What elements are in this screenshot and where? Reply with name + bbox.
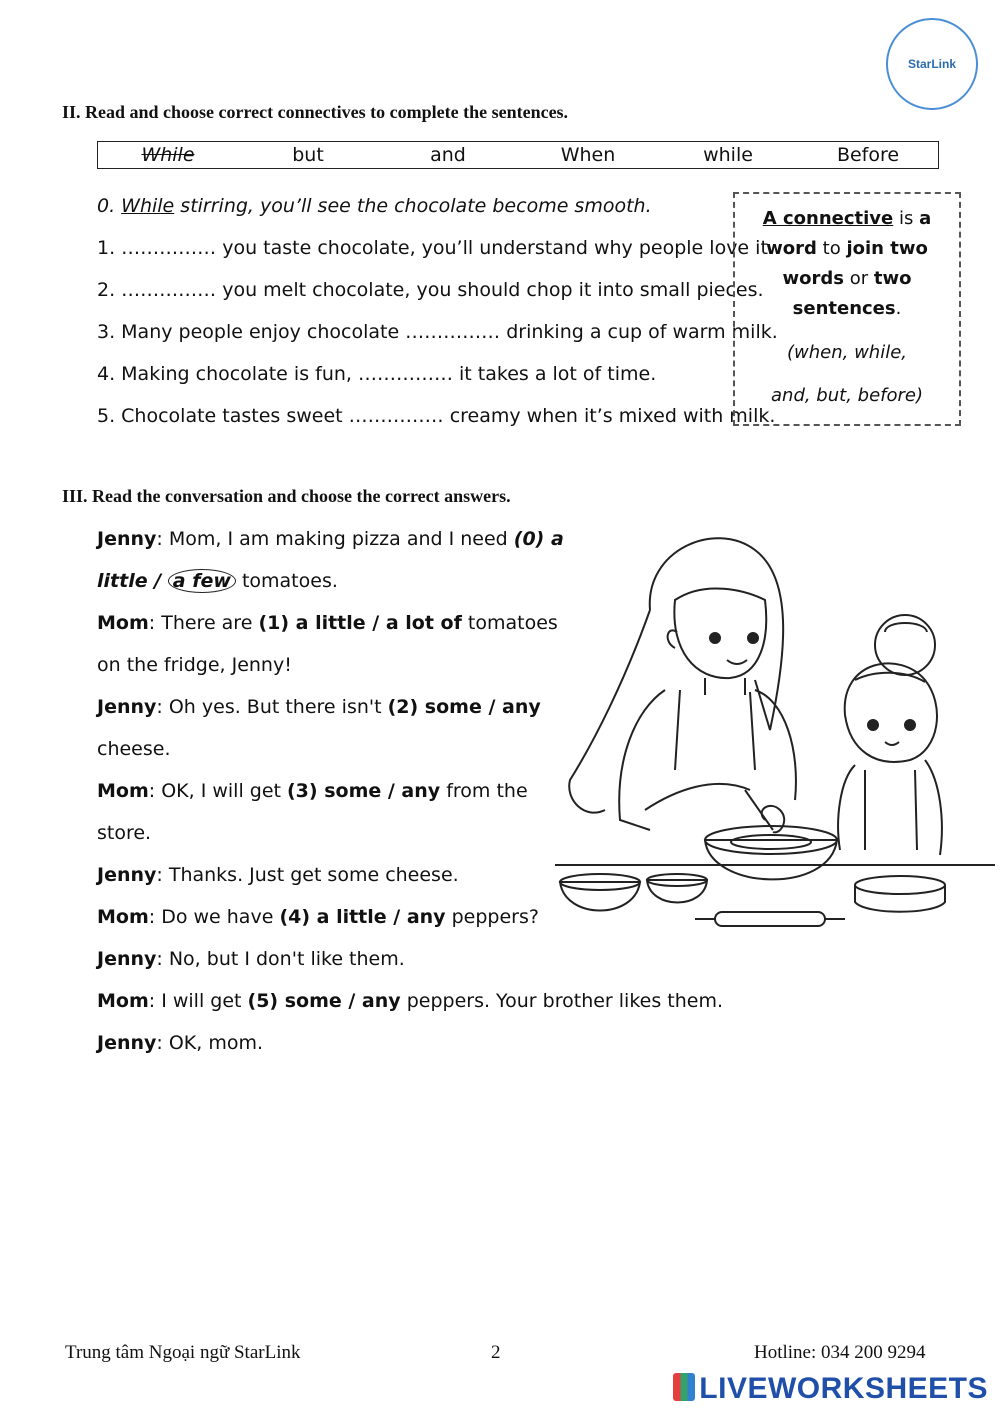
dialogue-line: [97, 570, 338, 592]
line-text: : Thanks. Just get some cheese.: [156, 864, 459, 886]
speaker-name: Mom: [97, 612, 149, 634]
page-number: 2: [491, 1342, 501, 1363]
footer-hotline: Hotline: 034 200 9294: [754, 1342, 926, 1363]
line-text: tomatoes: [461, 612, 558, 634]
circled-answer: a few: [168, 569, 236, 593]
choice-text: (0) a: [513, 528, 564, 550]
liveworksheets-icon: [673, 1373, 695, 1401]
line-text: peppers?: [445, 906, 539, 928]
line-text: from the: [440, 780, 528, 802]
note-term: A connective: [762, 208, 894, 229]
dialogue-line: [97, 1032, 263, 1054]
word-bank-item: When: [560, 144, 616, 166]
starlink-logo: [886, 18, 978, 110]
note-text: to: [816, 238, 847, 259]
section-2-heading: II. Read and choose correct connectives to complete the sentences.: [62, 102, 569, 122]
word-bank-item: Before: [836, 144, 900, 166]
note-examples-2: and, but, before): [771, 385, 923, 406]
note-definition: [735, 204, 959, 324]
sentence-5[interactable]: 5. Chocolate tastes sweet …………… creamy when it’s mixed with milk.: [97, 405, 776, 427]
line-text: : I will get: [148, 990, 248, 1012]
liveworksheets-logo: [673, 1372, 988, 1406]
line-text: : There are: [148, 612, 259, 634]
example-sentence: [97, 195, 652, 217]
note-text: or: [844, 268, 874, 289]
word-bank-item: but: [292, 144, 324, 166]
choice-4[interactable]: (4) a little / any: [279, 906, 446, 928]
dialogue-line: [97, 612, 558, 634]
note-bold: join two words: [782, 238, 928, 289]
footer-center-name: Trung tâm Ngoại ngữ StarLink: [65, 1342, 301, 1363]
dialogue-line: [97, 990, 723, 1012]
word-bank-item: while: [703, 144, 753, 166]
dialogue-line: [97, 780, 528, 802]
speaker-name: Mom: [97, 780, 149, 802]
example-number: 0.: [97, 195, 122, 217]
note-text: is: [893, 208, 920, 229]
sentence-3[interactable]: 3. Many people enjoy chocolate …………… drinking a cup of warm milk.: [97, 321, 778, 343]
choice-2[interactable]: (2) some / any: [387, 696, 541, 718]
dialogue-line: cheese.: [97, 738, 171, 760]
word-bank-item: and: [430, 144, 466, 166]
word-bank-item: While: [141, 144, 195, 166]
cooking-illustration: [555, 520, 995, 940]
speaker-name: Jenny: [97, 1032, 157, 1054]
line-text: peppers. Your brother likes them.: [400, 990, 724, 1012]
note-bold: a word: [766, 208, 932, 259]
line-text: : Do we have: [148, 906, 280, 928]
sentence-4[interactable]: 4. Making chocolate is fun, …………… it takes a lot of time.: [97, 363, 657, 385]
note-examples: (when, while,: [786, 342, 907, 363]
dialogue-line: [97, 906, 539, 928]
choice-text: little /: [97, 570, 168, 592]
line-text: tomatoes.: [235, 570, 338, 592]
sentence-1[interactable]: 1. …………… you taste chocolate, you’ll understand why people love it.: [97, 237, 774, 259]
line-text: : OK, I will get: [148, 780, 287, 802]
dialogue-line: [97, 528, 564, 550]
word-bank: [97, 141, 939, 169]
example-answer: While: [121, 195, 175, 217]
line-text: : OK, mom.: [156, 1032, 264, 1054]
dialogue-line: [97, 864, 459, 886]
line-text: : No, but I don't like them.: [156, 948, 405, 970]
dialogue-line: [97, 696, 541, 718]
liveworksheets-text: LIVEWORKSHEETS: [699, 1372, 988, 1405]
connective-note-box: [733, 192, 961, 426]
logo-text: StarLink: [907, 57, 956, 71]
speaker-name: Jenny: [97, 948, 157, 970]
line-text: : Oh yes. But there isn't: [156, 696, 388, 718]
note-text: .: [895, 298, 902, 319]
dialogue-line: [97, 948, 405, 970]
choice-3[interactable]: (3) some / any: [287, 780, 441, 802]
sentence-2[interactable]: 2. …………… you melt chocolate, you should chop it into small pieces.: [97, 279, 764, 301]
speaker-name: Mom: [97, 906, 149, 928]
choice-1[interactable]: (1) a little / a lot of: [258, 612, 462, 634]
speaker-name: Jenny: [97, 864, 157, 886]
dialogue-line: store.: [97, 822, 152, 844]
line-text: : Mom, I am making pizza and I need: [156, 528, 514, 550]
speaker-name: Jenny: [97, 696, 157, 718]
dialogue-line: on the fridge, Jenny!: [97, 654, 292, 676]
speaker-name: Jenny: [97, 528, 157, 550]
choice-5[interactable]: (5) some / any: [247, 990, 401, 1012]
note-bold: two sentences: [792, 268, 912, 319]
section-3-heading: III. Read the conversation and choose the correct answers.: [62, 486, 511, 506]
speaker-name: Mom: [97, 990, 149, 1012]
example-rest: stirring, you’ll see the chocolate become smooth.: [174, 195, 652, 217]
